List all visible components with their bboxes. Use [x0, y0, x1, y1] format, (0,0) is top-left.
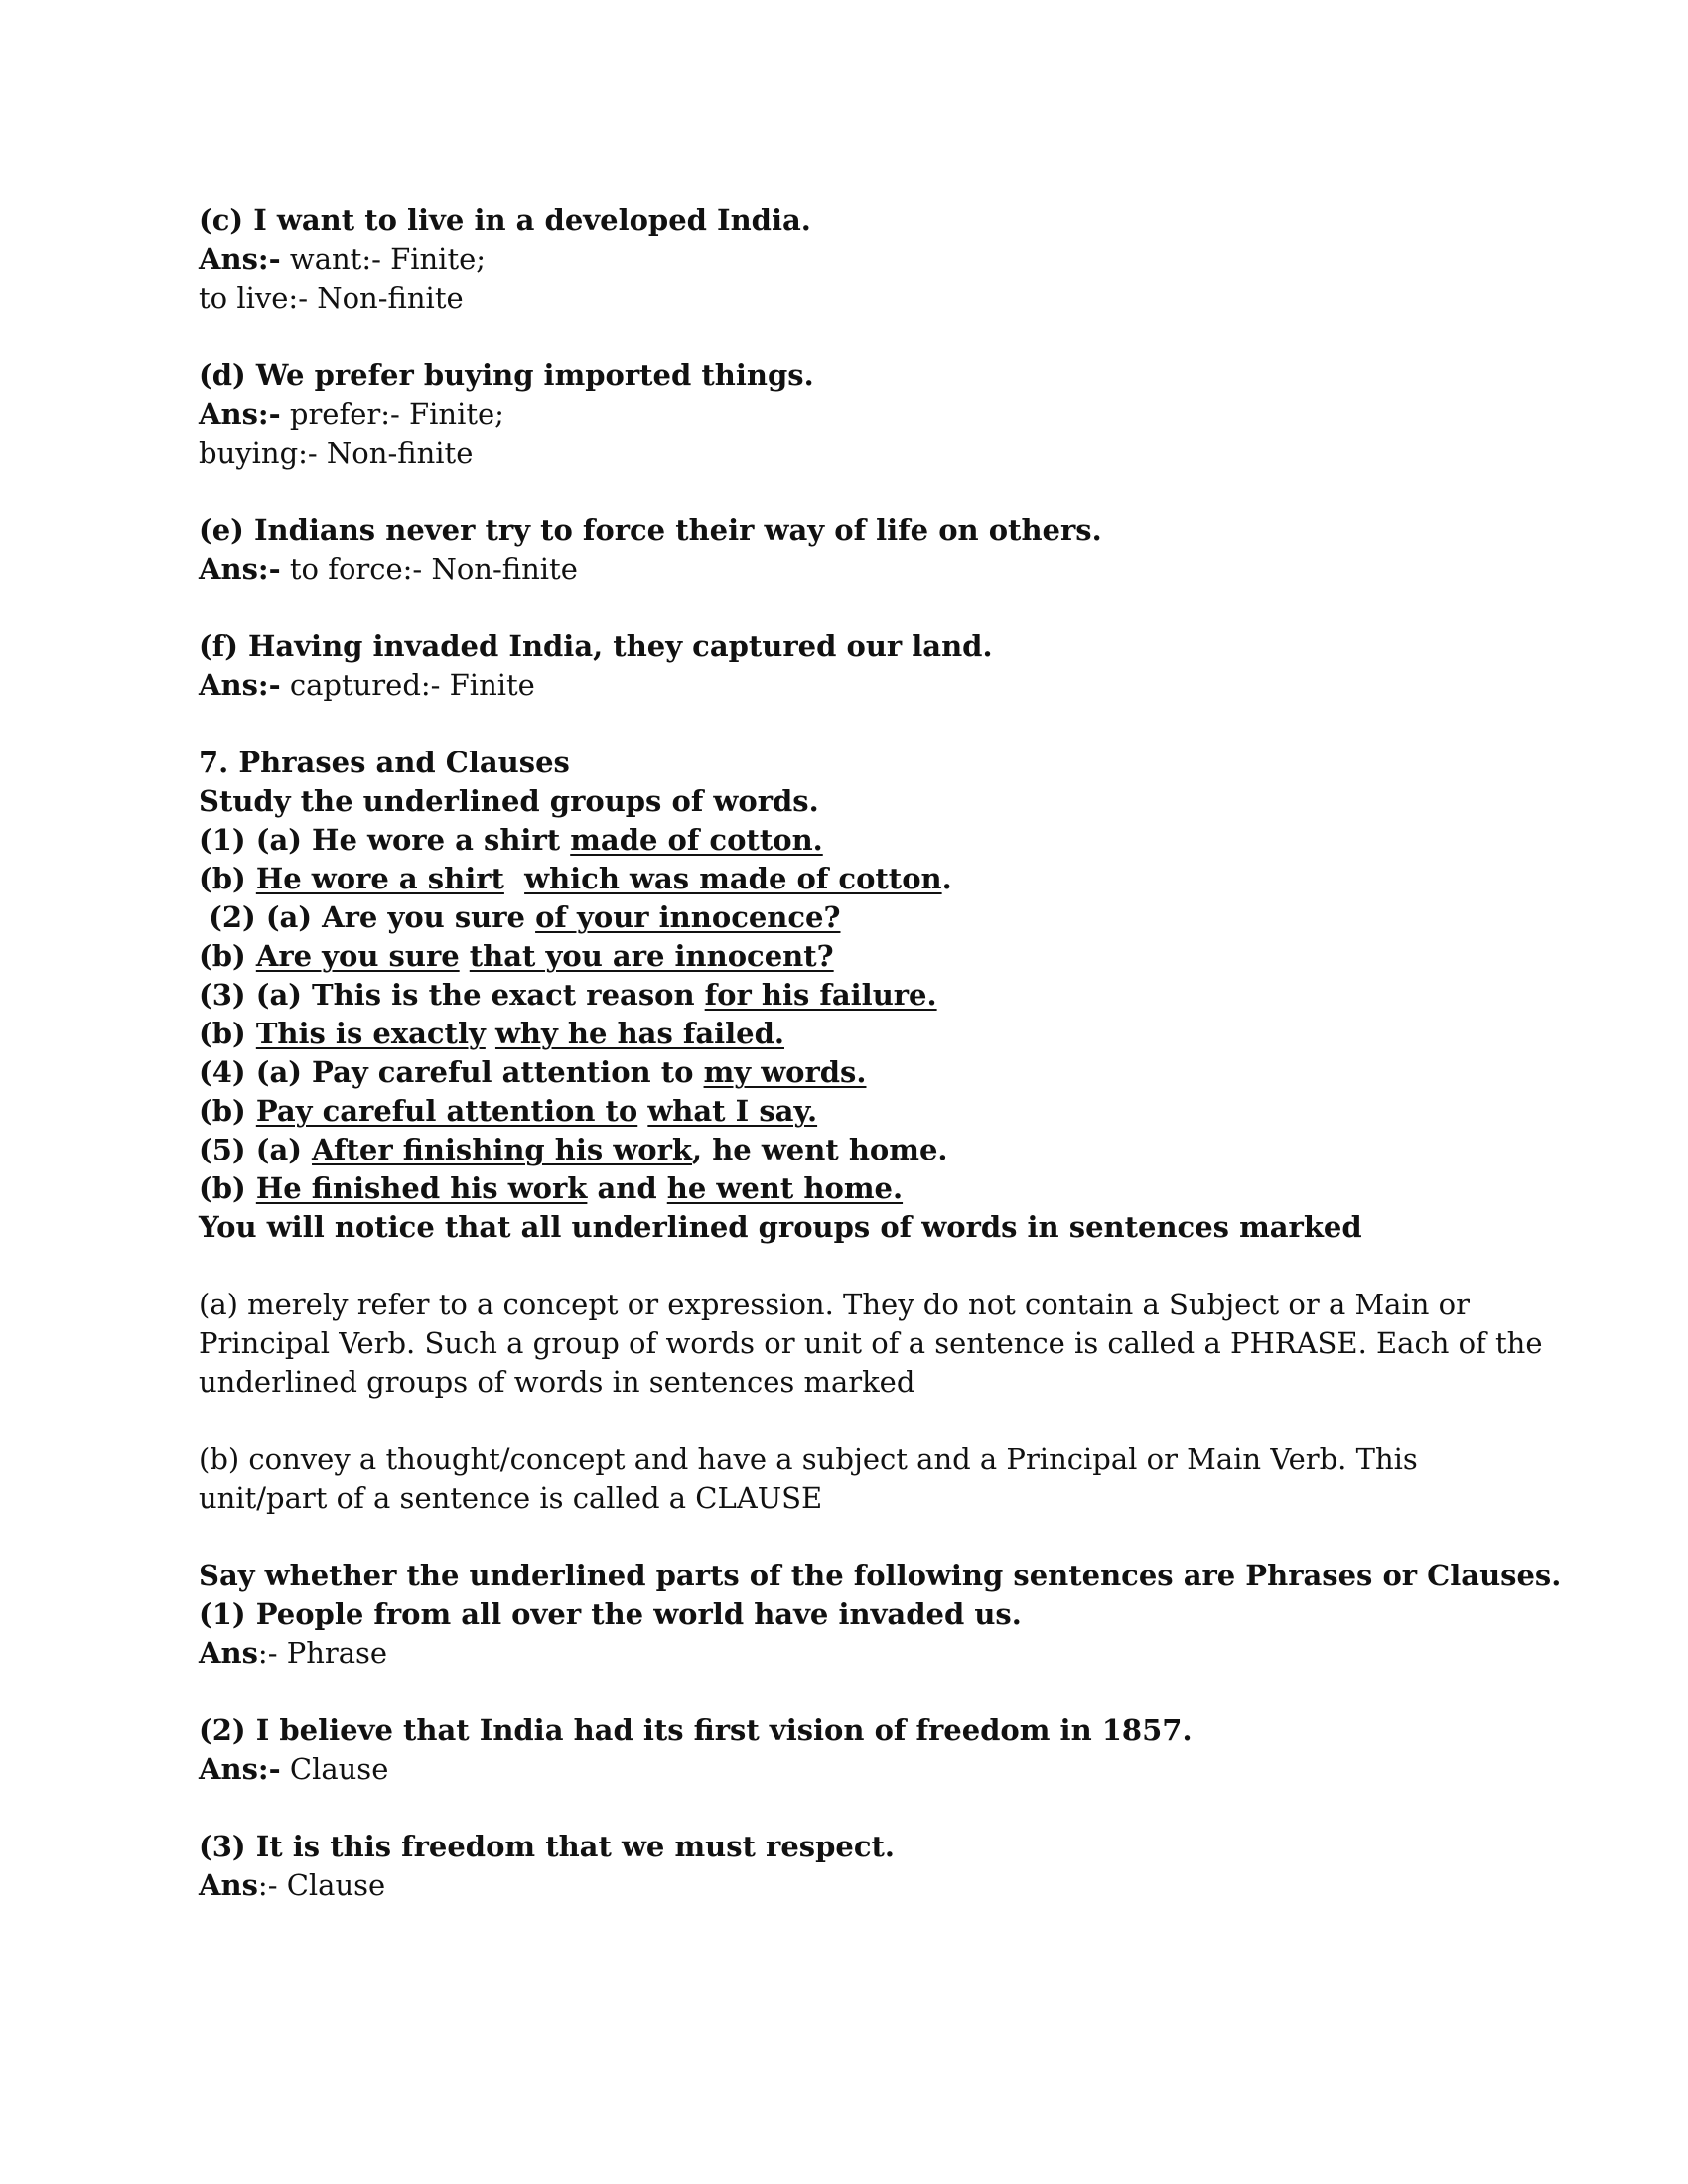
- exercise-answer-1: Ans:- Phrase: [199, 1636, 388, 1670]
- underlined-group: made of cotton.: [570, 823, 823, 857]
- exercise-answer-2: Ans:- Clause: [199, 1752, 389, 1786]
- answer-e-line1: Ans:- to force:- Non-finite: [199, 552, 578, 586]
- answer-label: Ans: [199, 1868, 258, 1902]
- underlined-group: This is exactly: [255, 1017, 486, 1050]
- underlined-group: for his failure.: [704, 978, 937, 1012]
- underlined-group: of your innocence?: [535, 900, 841, 934]
- answer-label: Ans:-: [199, 242, 281, 276]
- underlined-group: what I say.: [647, 1094, 818, 1128]
- paragraph-a: (a) merely refer to a concept or expression. They do not contain a Subject or a Main or Principal Verb. Such a group of words or unit of a sentence is called a PHRASE. Each of the underlined groups of words in sentences marked: [199, 1288, 1543, 1399]
- answer-label: Ans: [199, 1636, 258, 1670]
- underlined-group: my words.: [703, 1055, 867, 1089]
- exercise-instruction: Say whether the underlined parts of the following sentences are Phrases or Clauses.: [199, 1559, 1562, 1592]
- question-e: (e) Indians never try to force their way of life on others.: [199, 513, 1102, 547]
- example-line: (b) Are you sure that you are innocent?: [199, 939, 834, 973]
- answer-c-line2: to live:- Non-finite: [199, 281, 464, 315]
- exercise-question-2: (2) I believe that India had its first vision of freedom in 1857.: [199, 1713, 1193, 1747]
- section-instruction: Study the underlined groups of words.: [199, 784, 819, 818]
- exercise-answer-3: Ans:- Clause: [199, 1868, 386, 1902]
- example-line: (b) This is exactly why he has failed.: [199, 1017, 784, 1050]
- example-line: (5) (a) After finishing his work, he went home.: [199, 1133, 948, 1166]
- answer-d-line2: buying:- Non-finite: [199, 436, 474, 470]
- answer-label: Ans:-: [199, 1752, 281, 1786]
- example-line: (3) (a) This is the exact reason for his failure.: [199, 978, 937, 1012]
- answer-label: Ans:-: [199, 397, 281, 431]
- underlined-group: which was made of cotton: [524, 862, 942, 895]
- example-line: (1) (a) He wore a shirt made of cotton.: [199, 823, 823, 857]
- example-line: (4) (a) Pay careful attention to my words.: [199, 1055, 867, 1089]
- answer-d-line1: Ans:- prefer:- Finite;: [199, 397, 504, 431]
- example-line: (b) Pay careful attention to what I say.: [199, 1094, 818, 1128]
- question-d: (d) We prefer buying imported things.: [199, 358, 814, 392]
- underlined-group: that you are innocent?: [469, 939, 834, 973]
- underlined-group: Pay careful attention to: [255, 1094, 638, 1128]
- section-title: 7. Phrases and Clauses: [199, 746, 570, 779]
- paragraph-b: (b) convey a thought/concept and have a subject and a Principal or Main Verb. This unit/part of a sentence is called a CLAUSE: [199, 1442, 1418, 1515]
- underlined-group: He finished his work: [255, 1171, 588, 1205]
- example-line: (b) He wore a shirt which was made of cotton.: [199, 862, 952, 895]
- answer-label: Ans:-: [199, 668, 281, 702]
- answer-c-line1: Ans:- want:- Finite;: [199, 242, 487, 276]
- exercise-question-1: (1) People from all over the world have invaded us.: [199, 1597, 1022, 1631]
- underlined-group: why he has failed.: [494, 1017, 784, 1050]
- exercise-question-3: (3) It is this freedom that we must respect.: [199, 1830, 895, 1863]
- underlined-group: Are you sure: [255, 939, 460, 973]
- notice-line: You will notice that all underlined groups of words in sentences marked: [199, 1210, 1362, 1244]
- question-c: (c) I want to live in a developed India.: [199, 204, 811, 237]
- answer-label: Ans:-: [199, 552, 281, 586]
- question-f: (f) Having invaded India, they captured our land.: [199, 629, 993, 663]
- example-list: [199, 821, 1539, 1208]
- underlined-group: After finishing his work: [312, 1133, 693, 1166]
- example-line: (b) He finished his work and he went home.: [199, 1171, 904, 1205]
- underlined-group: he went home.: [666, 1171, 904, 1205]
- answer-f-line1: Ans:- captured:- Finite: [199, 668, 535, 702]
- example-line: (2) (a) Are you sure of your innocence?: [199, 900, 841, 934]
- underlined-group: He wore a shirt: [255, 862, 504, 895]
